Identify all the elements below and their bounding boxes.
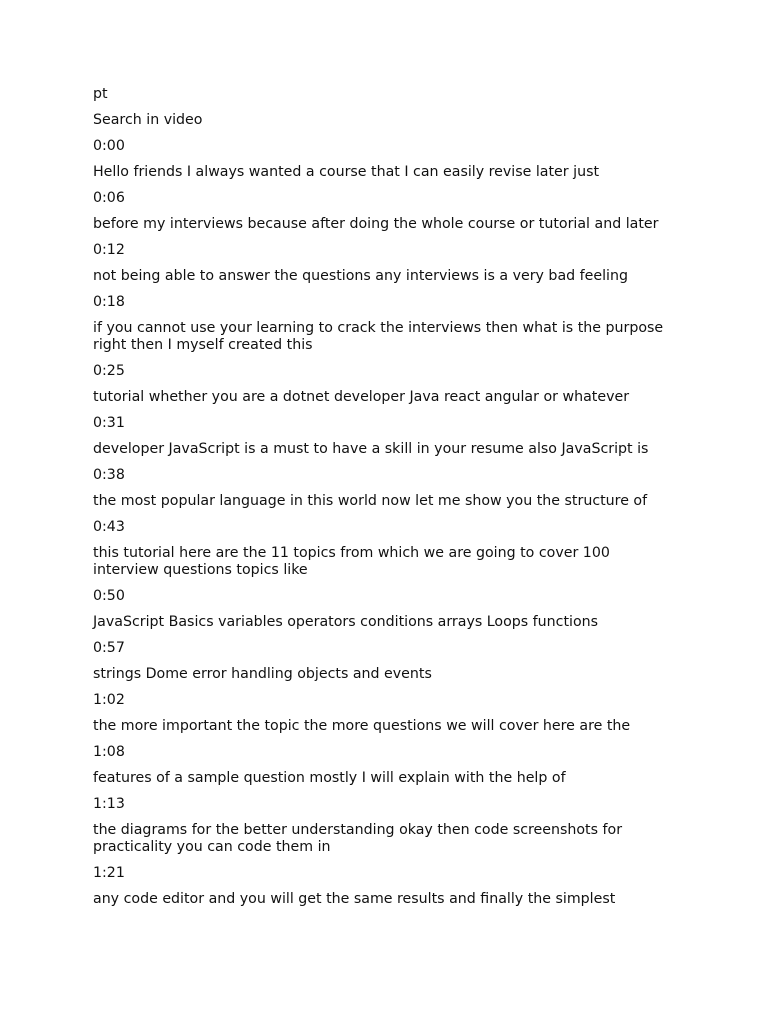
transcript-entry[interactable]	[93, 363, 678, 406]
transcript-entry[interactable]	[93, 242, 678, 285]
timestamp[interactable]: 0:00	[93, 138, 125, 154]
caption-text: strings Dome error handling objects and events	[93, 666, 432, 682]
caption-text: JavaScript Basics variables operators conditions arrays Loops functions	[93, 614, 599, 630]
caption-text: the more important the topic the more questions we will cover here are the	[93, 718, 631, 734]
timestamp[interactable]: 0:12	[93, 242, 125, 258]
caption-text: not being able to answer the questions any interviews is a very bad feeling	[93, 268, 628, 284]
timestamp[interactable]: 1:13	[93, 796, 125, 812]
search-in-video-link[interactable]: Search in video	[93, 112, 203, 128]
caption-text: developer JavaScript is a must to have a skill in your resume also JavaScript is	[93, 441, 649, 457]
caption-text: Hello friends I always wanted a course that I can easily revise later just	[93, 164, 600, 180]
header-label: pt	[93, 86, 108, 102]
transcript-entry[interactable]	[93, 467, 678, 510]
caption-text: the most popular language in this world now let me show you the structure of	[93, 493, 648, 509]
timestamp[interactable]: 0:18	[93, 294, 125, 310]
transcript-entry[interactable]	[93, 138, 678, 181]
timestamp[interactable]: 0:57	[93, 640, 125, 656]
caption-text: any code editor and you will get the same results and finally the simplest	[93, 891, 616, 907]
caption-text: the diagrams for the better understanding okay then code screenshots for practicality you can code them in	[93, 822, 623, 855]
timestamp[interactable]: 1:08	[93, 744, 125, 760]
document-body	[93, 86, 678, 917]
timestamp[interactable]: 0:50	[93, 588, 125, 604]
timestamp[interactable]: 0:31	[93, 415, 125, 431]
transcript-entry[interactable]	[93, 640, 678, 683]
transcript-entry[interactable]	[93, 190, 678, 233]
caption-text: tutorial whether you are a dotnet developer Java react angular or whatever	[93, 389, 630, 405]
transcript-entry[interactable]	[93, 692, 678, 735]
transcript-entry[interactable]	[93, 744, 678, 787]
timestamp[interactable]: 0:25	[93, 363, 125, 379]
transcript-entry[interactable]	[93, 294, 678, 354]
timestamp[interactable]: 0:06	[93, 190, 125, 206]
transcript-entry[interactable]	[93, 588, 678, 631]
transcript-entry[interactable]	[93, 519, 678, 579]
transcript-entry[interactable]	[93, 796, 678, 856]
timestamp[interactable]: 1:02	[93, 692, 125, 708]
caption-text: if you cannot use your learning to crack the interviews then what is the purpose right then I myself created this	[93, 320, 664, 353]
timestamp[interactable]: 0:43	[93, 519, 125, 535]
caption-text: before my interviews because after doing the whole course or tutorial and later	[93, 216, 659, 232]
caption-text: this tutorial here are the 11 topics from which we are going to cover 100 interview questions topics like	[93, 545, 610, 578]
timestamp[interactable]: 0:38	[93, 467, 125, 483]
transcript-entry[interactable]	[93, 415, 678, 458]
caption-text: features of a sample question mostly I will explain with the help of	[93, 770, 566, 786]
timestamp[interactable]: 1:21	[93, 865, 125, 881]
transcript-entry[interactable]	[93, 865, 678, 908]
